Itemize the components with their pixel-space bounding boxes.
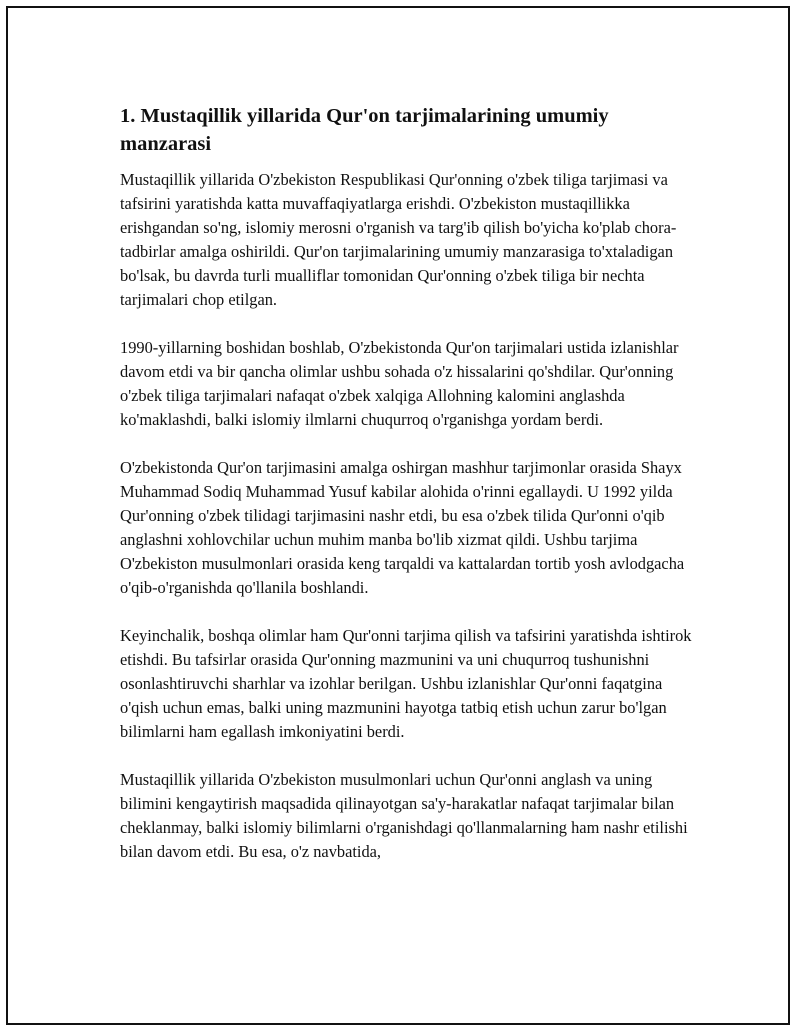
paragraph-4: Keyinchalik, boshqa olimlar ham Qur'onni tarjima qilish va tafsirini yaratishda ishtirok etishdi. Bu tafsirlar orasida Qur'onning mazmunini va uni chuqurroq tushunishni osonlashtiruvchi sharhlar va izohlar berilgan. Ushbu izlanishlar Qur'onni faqatgina o'qish uchun emas, balki uning mazmunini hayotga tatbiq etish uchun zarur bo'lgan bilimlarni ham egallash imkoniyatini berdi.	[120, 626, 692, 741]
page-frame	[6, 6, 790, 1025]
paragraph-2: 1990-yillarning boshidan boshlab, O'zbekistonda Qur'on tarjimalari ustida izlanishlar davom etdi va bir qancha olimlar ushbu sohada o'z hissalarini qo'shdilar. Qur'onning o'zbek tiliga tarjimalari nafaqat o'zbek xalqiga Allohning kalomini anglashda ko'maklashdi, balki islomiy ilmlarni chuqurroq o'rganishga yordam berdi.	[120, 338, 679, 429]
paragraph-5: Mustaqillik yillarida O'zbekiston musulmonlari uchun Qur'onni anglash va uning bilimini kengaytirish maqsadida qilinayotgan sa'y-harakatlar nafaqat tarjimalar bilan cheklanmay, balki islomiy bilimlarni o'rganishdagi qo'llanmalarning ham nashr etilishi bilan davom etdi. Bu esa, o'z navbatida,	[120, 770, 688, 861]
document-body	[120, 102, 695, 888]
paragraph-3: O'zbekistonda Qur'on tarjimasini amalga oshirgan mashhur tarjimonlar orasida Shayx Muhammad Sodiq Muhammad Yusuf kabilar alohida o'rinni egallaydi. U 1992 yilda Qur'onning o'zbek tilidagi tarjimasini nashr etdi, bu esa o'zbek tilida Qur'onni o'qib anglashni xohlovchilar uchun muhim manba bo'lib xizmat qildi. Ushbu tarjima O'zbekiston musulmonlari orasida keng tarqaldi va kattalardan tortib yosh avlodgacha o'qib-o'rganishda qo'llanila boshlandi.	[120, 458, 685, 597]
section-title: 1. Mustaqillik yillarida Qur'on tarjimalarining umumiy manzarasi	[120, 105, 609, 155]
paragraph-1: Mustaqillik yillarida O'zbekiston Respublikasi Qur'onning o'zbek tiliga tarjimasi va tafsirini yaratishda katta muvaffaqiyatlarga erishdi. O'zbekiston mustaqillikka erishgandan so'ng, islomiy merosni o'rganish va targ'ib qilish bo'yicha ko'plab chora-tadbirlar amalga oshirildi. Qur'on tarjimalarining umumiy manzarasiga to'xtaladigan bo'lsak, bu davrda turli mualliflar tomonidan Qur'onning o'zbek tiliga bir nechta tarjimalari chop etilgan.	[120, 170, 677, 309]
